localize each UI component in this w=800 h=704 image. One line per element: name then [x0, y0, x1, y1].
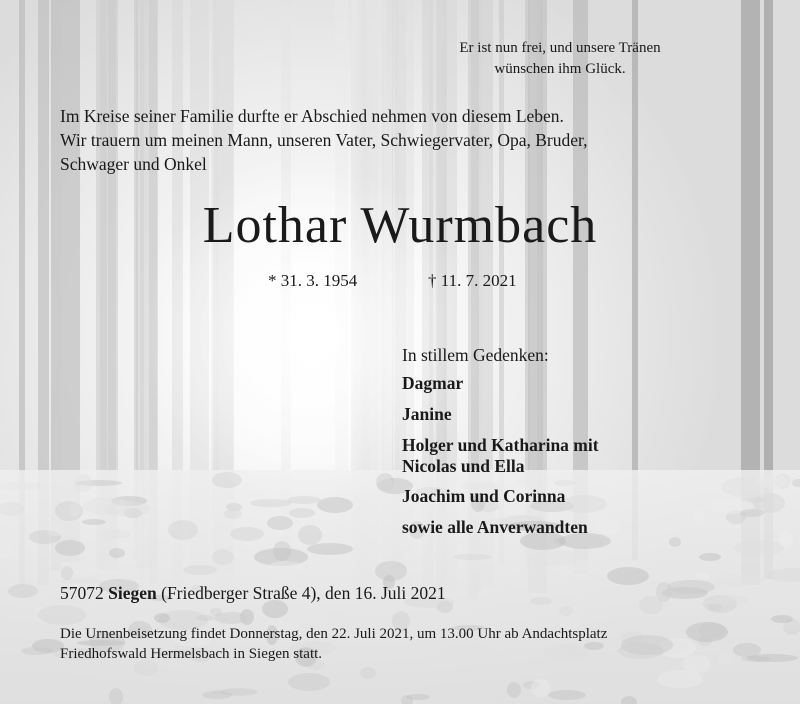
city: Siegen [108, 583, 157, 603]
intro-line-3: Schwager und Onkel [60, 154, 207, 174]
quote-line-2: wünschen ihm Glück. [494, 61, 626, 77]
postcode: 57072 [60, 583, 104, 603]
funeral-line-2: Friedhofswald Hermelsbach in Siegen statt. [60, 646, 323, 662]
mourners-label: In stillem Gedenken: [402, 345, 549, 365]
mourner-name: sowie alle Anverwandten [402, 517, 588, 537]
deceased-name: Lothar Wurmbach [202, 197, 598, 254]
street-and-date: (Friedberger Straße 4), den 16. Juli 2021 [161, 583, 446, 603]
quote-line-1: Er ist nun frei, und unsere Tränen [459, 40, 661, 56]
funeral-line-1: Die Urnenbeisetzung findet Donnerstag, den 22. Juli 2021, um 13.00 Uhr ab Andachtsplatz [60, 626, 608, 642]
funeral-info [60, 624, 760, 664]
address-line [60, 583, 446, 604]
intro-line-1: Im Kreise seiner Familie durfte er Abschied nehmen von diesem Leben. [60, 106, 564, 126]
mourner-name: Nicolas und Ella [402, 456, 525, 476]
birth-date: * 31. 3. 1954 [268, 271, 358, 290]
intro-text [60, 104, 760, 176]
mourner-name: Joachim und Corinna [402, 486, 566, 506]
mourner-name: Janine [402, 404, 452, 424]
death-date: † 11. 7. 2021 [428, 271, 517, 290]
mourner-name: Holger und Katharina mit [402, 435, 599, 455]
mourner-name: Dagmar [402, 373, 464, 393]
memorial-quote [430, 38, 690, 80]
intro-line-2: Wir trauern um meinen Mann, unseren Vater, Schwiegervater, Opa, Bruder, [60, 130, 588, 150]
